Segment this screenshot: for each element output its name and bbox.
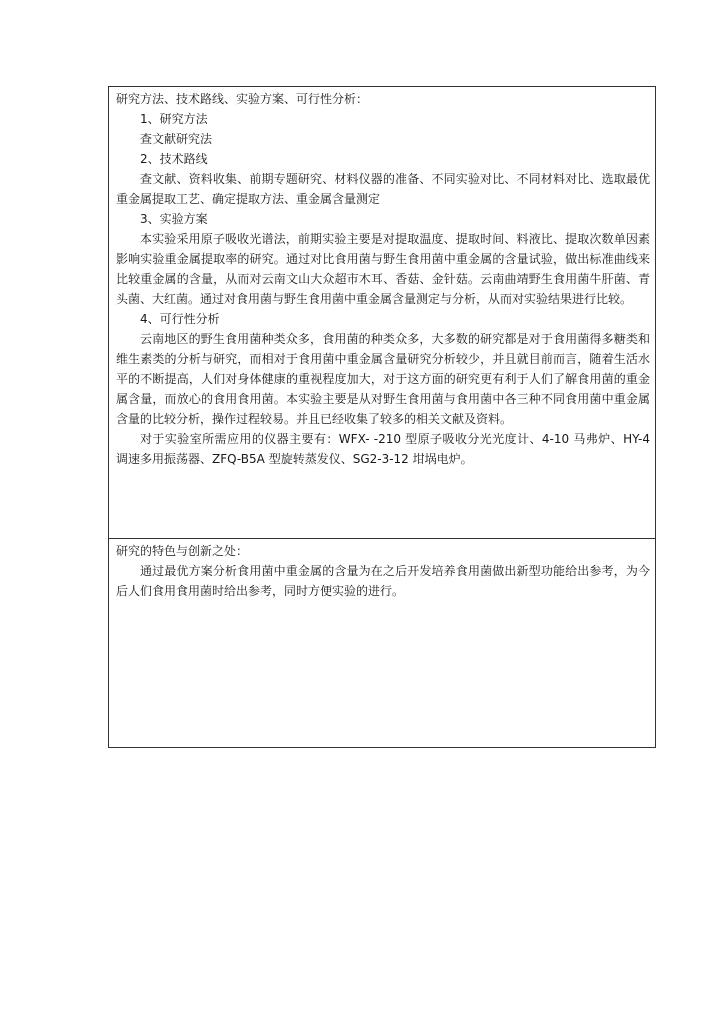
innovation-section (108, 538, 656, 748)
research-method-heading: 1、研究方法 (140, 112, 208, 126)
innovation-text: 通过最优方案分析食用菌中重金属的含量为在之后开发培养食用菌做出新型功能给出参考，为今后人们食用食用菌时给出参考，同时方便实验的进行。 (116, 564, 650, 598)
feasibility-heading: 4、可行性分析 (140, 312, 220, 326)
research-method-text: 查文献研究法 (140, 132, 213, 146)
feasibility-text: 云南地区的野生食用菌种类众多，食用菌的种类众多，大多数的研究都是对于食用菌得多糖类和维生素类的分析与研究，而相对于食用菌中重金属含量研究分析较少，并且就目前而言，随着生活水平的不断提高，人们对身体健康的重视程度加大，对于这方面的研究更有利于人们了解食用菌的重金属含量，而放心的食用食用菌。本实验主要是从对野生食用菌与食用菌中各三种不同食用菌中重金属含量的比较分析，操作过程较易。并且已经收集了较多的相关文献及资料。 (116, 332, 650, 426)
methods-section (108, 86, 656, 539)
technical-route-heading: 2、技术路线 (140, 152, 208, 166)
innovation-section-title: 研究的特色与创新之处： (116, 544, 249, 558)
methods-section-title: 研究方法、技术路线、实验方案、可行性分析： (116, 92, 369, 106)
instruments-text: 对于实验室所需应用的仪器主要有：WFX- -210 型原子吸收分光光度计、4-10 马弗炉、HY-4 调速多用振荡器、ZFQ-B5A 型旋转蒸发仪、SG2-3-12 坩埚电炉。 (116, 432, 650, 466)
experiment-plan-text: 本实验采用原子吸收光谱法，前期实验主要是对提取温度、提取时间、料液比、提取次数单因素影响实验重金属提取率的研究。通过对比食用菌与野生食用菌中重金属的含量试验，做出标准曲线来比较重金属的含量，从而对云南文山大众超市木耳、香菇、金针菇。云南曲靖野生食用菌牛肝菌、青头菌、大红菌。通过对食用菌与野生食用菌中重金属含量测定与分析，从而对实验结果进行比较。 (116, 232, 650, 306)
experiment-plan-heading: 3、实验方案 (140, 212, 208, 226)
technical-route-text: 查文献、资料收集、前期专题研究、材料仪器的准备、不同实验对比、不同材料对比、选取最优重金属提取工艺、确定提取方法、重金属含量测定 (116, 172, 650, 206)
